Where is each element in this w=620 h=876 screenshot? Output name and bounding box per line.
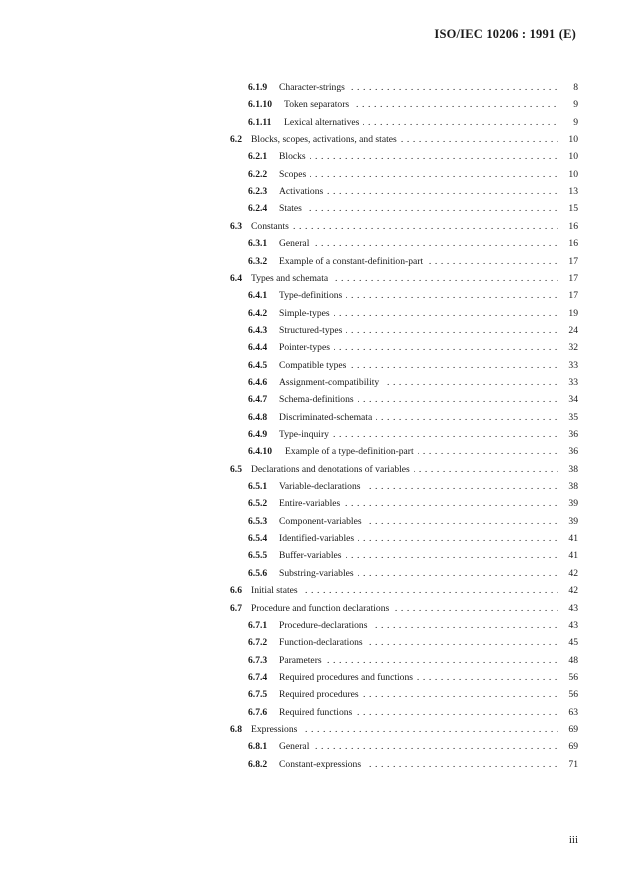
toc-entry: [0, 221, 620, 235]
toc-entry: [0, 620, 620, 634]
toc-section-title: Constant-expressions: [279, 759, 365, 770]
toc-section-title: General: [279, 741, 313, 752]
toc-section-number: 6.3.1: [248, 238, 268, 250]
toc-page-number: 10: [562, 169, 578, 180]
toc-title-leader: [279, 169, 558, 180]
toc-section-number: 6.2.1: [248, 151, 268, 163]
toc-entry: [0, 308, 620, 322]
toc-title-leader: [279, 290, 558, 301]
toc-section-number: 6.7.6: [248, 706, 268, 718]
toc-page-number: 39: [562, 498, 578, 509]
toc-section-title: Type-definitions: [279, 290, 346, 301]
toc-section-title: Expressions: [251, 724, 301, 735]
toc-section-title: Substring-variables: [279, 568, 358, 579]
toc-page-number: 39: [562, 516, 578, 527]
toc-page-number: 71: [562, 759, 578, 770]
toc-title-leader: [279, 689, 558, 700]
toc-page-number: 19: [562, 308, 578, 319]
toc-section-title: Initial states: [251, 585, 302, 596]
toc-entry: [0, 99, 620, 113]
toc-page-number: 9: [562, 117, 578, 128]
toc-entry: [0, 533, 620, 547]
toc-section-number: 6.3: [230, 220, 242, 232]
toc-page-number: 43: [562, 603, 578, 614]
toc-section-title: Types and schemata: [251, 273, 332, 284]
toc-section-title: Blocks: [279, 151, 310, 162]
toc-entry: [0, 203, 620, 217]
toc-entry: [0, 412, 620, 426]
toc-title-leader: [279, 325, 558, 336]
toc-title-leader: [251, 134, 558, 145]
toc-section-number: 6.7.5: [248, 689, 268, 701]
toc-section-title: Required procedures and functions: [279, 672, 417, 683]
toc-section-title: Blocks, scopes, activations, and states: [251, 134, 401, 145]
toc-section-number: 6.7.2: [248, 637, 268, 649]
toc-section-number: 6.5.3: [248, 515, 268, 527]
toc-title-leader: [279, 186, 558, 197]
toc-section-number: 6.8.2: [248, 758, 268, 770]
toc-section-title: Assignment-compatibility: [279, 377, 383, 388]
toc-title-leader: [251, 603, 558, 614]
toc-entry: [0, 585, 620, 599]
toc-section-title: Procedure-declarations: [279, 620, 371, 631]
toc-title-leader: [279, 655, 558, 666]
toc-section-number: 6.7: [230, 602, 242, 614]
toc-section-title: General: [279, 238, 313, 249]
toc-title-leader: [251, 221, 558, 232]
toc-section-number: 6.4.2: [248, 307, 268, 319]
toc-section-number: 6.4.4: [248, 342, 268, 354]
toc-section-number: 6.4.5: [248, 359, 268, 371]
toc-page-number: 24: [562, 325, 578, 336]
toc-section-number: 6.1.11: [248, 116, 272, 128]
toc-section-title: Simple-types: [279, 308, 334, 319]
toc-section-number: 6.5.6: [248, 567, 268, 579]
toc-page-number: 9: [562, 99, 578, 110]
toc-page-number: 45: [562, 637, 578, 648]
toc-entry: [0, 568, 620, 582]
toc-section-number: 6.6: [230, 585, 242, 597]
toc-entry: [0, 759, 620, 773]
toc-entry: [0, 169, 620, 183]
toc-page-number: 35: [562, 412, 578, 423]
toc-entry: [0, 82, 620, 96]
toc-section-number: 6.5.5: [248, 550, 268, 562]
toc-section-number: 6.1.10: [248, 99, 272, 111]
toc-section-title: Buffer-variables: [279, 550, 346, 561]
toc-title-leader: [279, 498, 558, 509]
toc-page-number: 41: [562, 533, 578, 544]
toc-page-number: 43: [562, 620, 578, 631]
toc-entry: [0, 741, 620, 755]
toc-section-title: Structured-types: [279, 325, 346, 336]
toc-entry: [0, 550, 620, 564]
toc-section-number: 6.2.4: [248, 203, 268, 215]
toc-entry: [0, 429, 620, 443]
toc-title-leader: [279, 672, 558, 683]
toc-entry: [0, 724, 620, 738]
toc-title-leader: [279, 533, 558, 544]
toc-title-leader: [279, 308, 558, 319]
toc-entry: [0, 516, 620, 530]
toc-page-number: 69: [562, 724, 578, 735]
document-header: ISO/IEC 10206 : 1991 (E): [434, 27, 576, 41]
toc-title-leader: [279, 256, 558, 267]
toc-page-number: 69: [562, 741, 578, 752]
toc-section-number: 6.4.8: [248, 411, 268, 423]
toc-section-title: States: [279, 203, 306, 214]
toc-page-number: 56: [562, 672, 578, 683]
toc-entry: [0, 655, 620, 669]
toc-section-number: 6.7.1: [248, 619, 268, 631]
toc-entry: [0, 151, 620, 165]
toc-section-number: 6.4: [230, 272, 242, 284]
toc-title-leader: [279, 637, 558, 648]
toc-title-leader: [279, 550, 558, 561]
toc-section-number: 6.8.1: [248, 741, 268, 753]
toc-entry: [0, 498, 620, 512]
toc-title-leader: [279, 759, 558, 770]
toc-section-number: 6.4.3: [248, 324, 268, 336]
toc-section-title: Type-inquiry: [279, 429, 333, 440]
toc-section-number: 6.4.10: [248, 446, 272, 458]
toc-title-leader: [279, 568, 558, 579]
toc-page-number: 10: [562, 151, 578, 162]
toc-title-leader: [251, 585, 558, 596]
toc-entry: [0, 186, 620, 200]
toc-title-leader: [279, 394, 558, 405]
toc-page-number: 42: [562, 585, 578, 596]
toc-title-leader: [279, 238, 558, 249]
toc-section-title: Schema-definitions: [279, 394, 358, 405]
toc-section-title: Activations: [279, 186, 327, 197]
toc-page-number: 8: [562, 82, 578, 93]
toc-section-title: Required functions: [279, 707, 356, 718]
toc-page-number: 17: [562, 273, 578, 284]
toc-page-number: 16: [562, 221, 578, 232]
toc-title-leader: [284, 117, 558, 128]
toc-section-number: 6.3.2: [248, 255, 268, 267]
toc-title-leader: [279, 151, 558, 162]
toc-page-number: 32: [562, 342, 578, 353]
toc-entry: [0, 134, 620, 148]
toc-section-number: 6.4.6: [248, 376, 268, 388]
toc-title-leader: [279, 481, 558, 492]
toc-entry: [0, 707, 620, 721]
toc-entry: [0, 689, 620, 703]
toc-section-title: Procedure and function declarations: [251, 603, 393, 614]
toc-section-number: 6.4.9: [248, 429, 268, 440]
toc-section-title: Example of a type-definition-part: [285, 446, 418, 457]
toc-title-leader: [279, 203, 558, 214]
toc-entry: [0, 290, 620, 304]
toc-title-leader: [279, 516, 558, 527]
toc-page-number: 56: [562, 689, 578, 700]
toc-section-number: 6.5.1: [248, 481, 268, 493]
toc-entry: [0, 342, 620, 356]
toc-section-title: Example of a constant-definition-part: [279, 256, 427, 267]
toc-page-number: 38: [562, 464, 578, 475]
toc-entry: [0, 256, 620, 270]
toc-entry: [0, 377, 620, 391]
toc-entry: [0, 325, 620, 339]
toc-page-number: 15: [562, 203, 578, 214]
toc-page-number: 33: [562, 377, 578, 388]
toc-section-number: 6.1.9: [248, 82, 268, 93]
toc-page-number: 36: [562, 429, 578, 440]
toc-page-number: 17: [562, 290, 578, 301]
toc-entry: [0, 446, 620, 460]
toc-section-number: 6.5.2: [248, 498, 268, 510]
toc-section-title: Discriminated-schemata: [279, 412, 376, 423]
toc-section-number: 6.5: [230, 463, 242, 475]
toc-page-number: 36: [562, 446, 578, 457]
toc-page-number: 13: [562, 186, 578, 197]
toc-title-leader: [279, 429, 558, 440]
toc-section-title: Identified-variables: [279, 533, 358, 544]
toc-section-title: Variable-declarations: [279, 481, 365, 492]
toc-page-number: 38: [562, 481, 578, 492]
toc-section-number: 6.2: [230, 134, 242, 146]
toc-title-leader: [279, 741, 558, 752]
toc-entry: [0, 394, 620, 408]
toc-entry: [0, 672, 620, 686]
toc-section-number: 6.7.4: [248, 671, 268, 683]
toc-title-leader: [251, 273, 558, 284]
toc-page-number: 63: [562, 707, 578, 718]
toc-section-title: Token separators: [284, 99, 353, 110]
toc-entry: [0, 238, 620, 252]
toc-page-number: 48: [562, 655, 578, 666]
toc-section-title: Required procedures: [279, 689, 363, 700]
toc-page-number: 10: [562, 134, 578, 145]
toc-section-title: Function-declarations: [279, 637, 367, 648]
toc-title-leader: [279, 412, 558, 423]
toc-page-number: 42: [562, 568, 578, 579]
toc-entry: [0, 117, 620, 131]
toc-section-title: Character-strings: [279, 82, 349, 93]
toc-entry: [0, 360, 620, 374]
toc-section-number: 6.5.4: [248, 533, 268, 545]
toc-section-number: 6.7.3: [248, 654, 268, 666]
toc-title-leader: [251, 464, 558, 475]
toc-page-number: 33: [562, 360, 578, 371]
toc-section-number: 6.8: [230, 723, 242, 735]
toc-page-number: 17: [562, 256, 578, 267]
toc-section-number: 6.2.3: [248, 186, 268, 198]
toc-section-title: Compatible types: [279, 360, 350, 371]
toc-section-title: Constants: [251, 221, 293, 232]
toc-section-title: Entire-variables: [279, 498, 344, 509]
toc-title-leader: [279, 377, 558, 388]
page-folio: iii: [568, 834, 578, 846]
toc-title-leader: [279, 342, 558, 353]
toc-title-leader: [279, 360, 558, 371]
toc-section-title: Lexical alternatives: [284, 117, 363, 128]
toc-section-title: Component-variables: [279, 516, 366, 527]
toc-entry: [0, 637, 620, 651]
toc-entry: [0, 273, 620, 287]
toc-section-number: 6.4.1: [248, 290, 268, 302]
toc-title-leader: [285, 446, 558, 457]
toc-section-number: 6.4.7: [248, 394, 268, 406]
toc-section-title: Scopes: [279, 169, 310, 180]
toc-page-number: 34: [562, 394, 578, 405]
toc-title-leader: [279, 82, 558, 93]
toc-page-number: 16: [562, 238, 578, 249]
toc-entry: [0, 464, 620, 478]
toc-section-number: 6.2.2: [248, 168, 268, 180]
toc-entry: [0, 481, 620, 495]
toc-section-title: Parameters: [279, 655, 326, 666]
toc-title-leader: [279, 620, 558, 631]
toc-title-leader: [251, 724, 558, 735]
toc-entry: [0, 603, 620, 617]
toc-title-leader: [279, 707, 558, 718]
toc-page-number: 41: [562, 550, 578, 561]
toc-title-leader: [284, 99, 558, 110]
toc-section-title: Declarations and denotations of variables: [251, 464, 414, 475]
toc-section-title: Pointer-types: [279, 342, 334, 353]
